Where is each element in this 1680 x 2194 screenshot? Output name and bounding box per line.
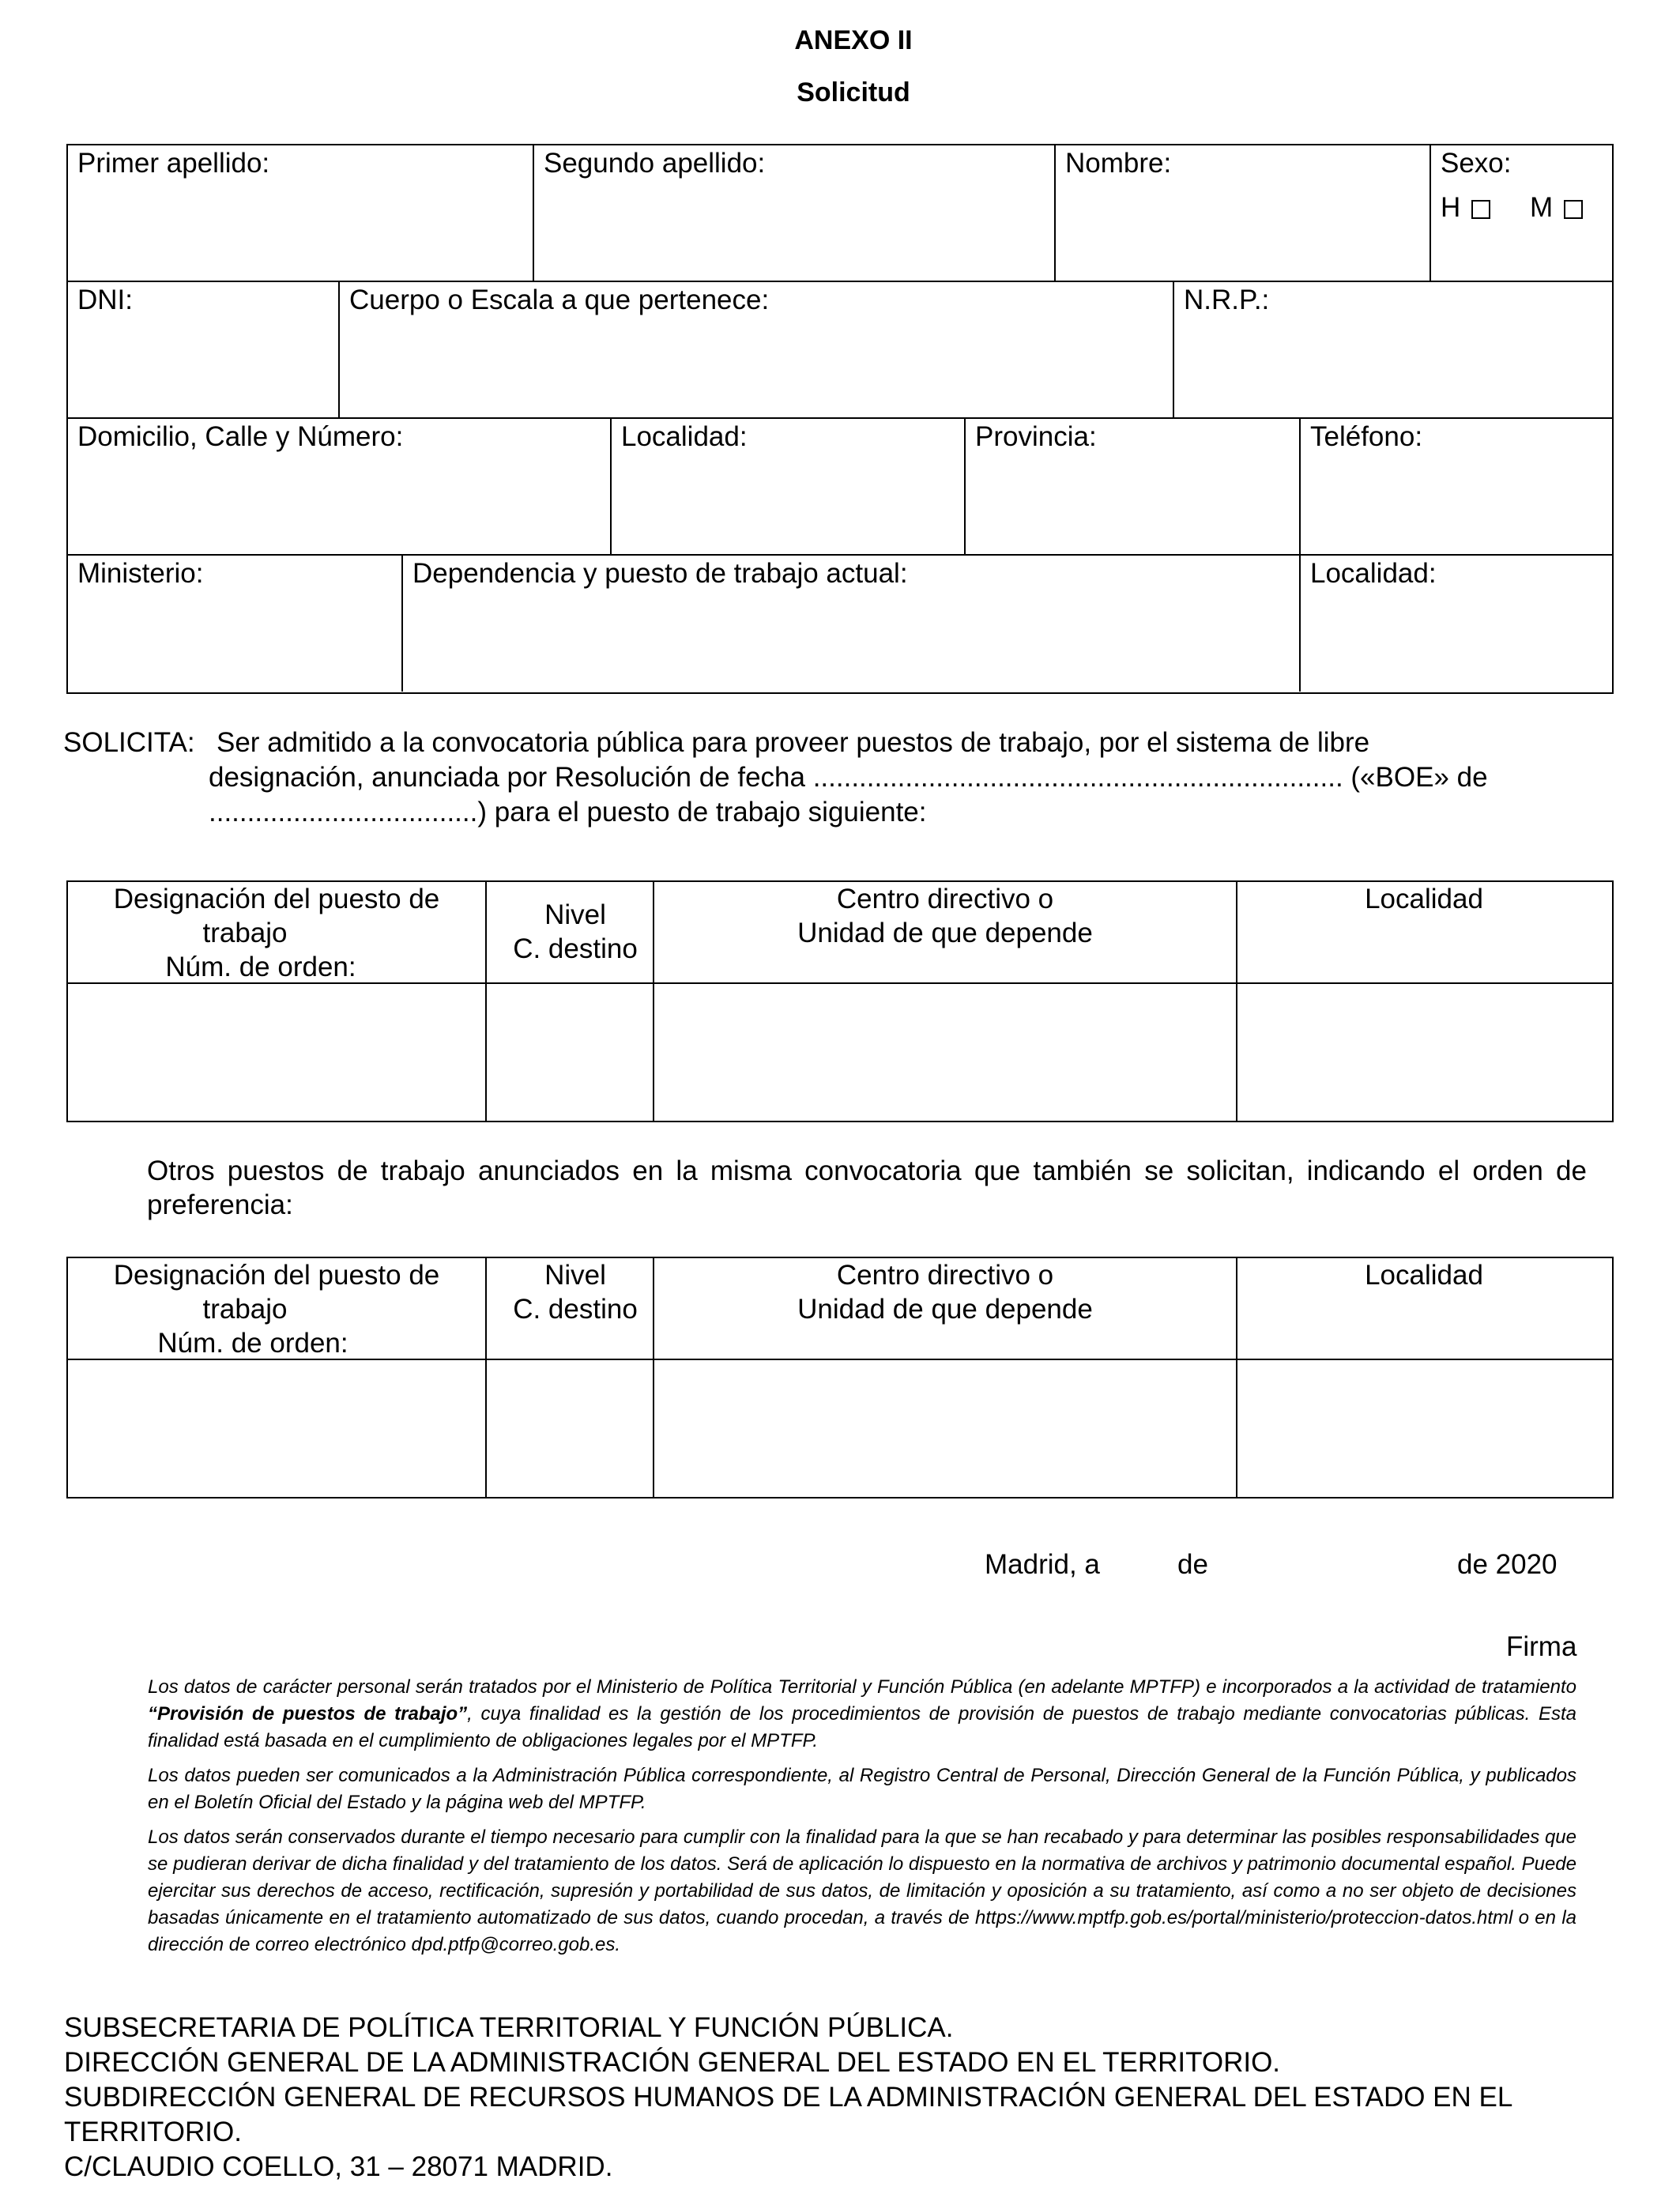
madrid-a-label: Madrid, a [985, 1549, 1100, 1580]
header-localidad: Localidad [1365, 1260, 1483, 1291]
localidad-actual-field[interactable]: Localidad: [1310, 558, 1437, 589]
header-centro-directivo [654, 1258, 1236, 1326]
telefono-field[interactable]: Teléfono: [1310, 421, 1423, 452]
input-centro-2[interactable] [654, 1360, 1236, 1495]
de-2020-label: de 2020 [1457, 1549, 1558, 1580]
dni-field[interactable]: DNI: [77, 285, 133, 315]
sexo-h-label: H [1441, 192, 1461, 223]
header-centro-line: Centro directivo o [836, 1260, 1054, 1291]
dependencia-field[interactable]: Dependencia y puesto de trabajo actual: [412, 558, 908, 589]
header-designacion-line: trabajo [202, 1294, 288, 1325]
header-nivel-line: C. destino [513, 933, 638, 964]
de-label: de [1177, 1549, 1208, 1580]
form-col-divider [1054, 144, 1056, 281]
nombre-field[interactable]: Nombre: [1065, 148, 1172, 179]
footer-address [64, 2011, 1644, 2185]
legal-paragraph-1 [148, 1674, 1576, 1755]
header-designacion-line: Núm. de orden: [165, 952, 356, 982]
header-designacion-line: Núm. de orden: [157, 1328, 348, 1359]
header-nivel [498, 1258, 653, 1326]
footer-line: C/CLAUDIO COELLO, 31 – 28071 MADRID. [64, 2151, 613, 2182]
form-col-divider [1430, 144, 1431, 281]
header-centro-line: Unidad de que depende [797, 1294, 1093, 1325]
solicita-line-3: ...................................) para el puesto de trabajo siguiente: [209, 797, 927, 827]
form-row-divider [66, 417, 1612, 419]
legal-bold-text: “Provisión de puestos de trabajo” [148, 1703, 468, 1725]
form-col-divider [533, 144, 534, 281]
form-col-divider [1173, 281, 1174, 418]
form-col-divider [964, 417, 966, 555]
footer-line: SUBDIRECCIÓN GENERAL DE RECURSOS HUMANOS DE LA ADMINISTRACIÓN GENERAL DEL ESTADO EN EL TERRITORIO. [64, 2082, 1512, 2147]
legal-paragraph-2: Los datos pueden ser comunicados a la Administración Pública correspondiente, al Registro Central de Personal, Dirección General de la Función Pública, y publicados en el Boletín Oficial del Estado y la página web del MPTFP. [148, 1765, 1576, 1813]
sexo-options [1441, 191, 1583, 224]
form-row-divider [66, 281, 1612, 282]
document-subtitle: Solicitud [797, 77, 910, 107]
input-designacion-1[interactable] [68, 984, 485, 1118]
otros-puestos-text: Otros puestos de trabajo anunciados en la misma convocatoria que también se solicitan, indicando el orden de preferencia: [147, 1155, 1587, 1220]
solicita-label: SOLICITA: [63, 727, 195, 758]
header-designacion-line: Designación del puesto de [113, 884, 440, 914]
sexo-m-checkbox[interactable] [1564, 200, 1583, 219]
form-col-divider [1299, 417, 1301, 555]
input-designacion-2[interactable] [68, 1360, 485, 1495]
header-centro-line: Unidad de que depende [797, 918, 1093, 948]
input-nivel-1[interactable] [487, 984, 653, 1118]
input-nivel-2[interactable] [487, 1360, 653, 1495]
form-col-divider [401, 554, 403, 692]
personal-data-form [66, 144, 1614, 694]
solicita-line-1: Ser admitido a la convocatoria pública para proveer puestos de trabajo, por el sistema de libre [217, 727, 1370, 758]
footer-line: DIRECCIÓN GENERAL DE LA ADMINISTRACIÓN GENERAL DEL ESTADO EN EL TERRITORIO. [64, 2047, 1281, 2078]
form-col-divider [1299, 554, 1301, 692]
primer-apellido-field[interactable]: Primer apellido: [77, 148, 270, 179]
provincia-field[interactable]: Provincia: [975, 421, 1097, 452]
header-designacion [68, 1258, 485, 1360]
header-localidad: Localidad [1365, 884, 1483, 914]
input-localidad-1[interactable] [1237, 984, 1610, 1118]
header-nivel-line: C. destino [513, 1294, 638, 1325]
header-nivel [498, 898, 653, 966]
legal-text: , cuya finalidad es la gestión de los procedimientos de provisión de puestos de trabajo mediante convocatorias públicas. Esta finalidad está basada en el cumplimiento de obligaciones legales por el MPTFP. [148, 1703, 1577, 1751]
header-centro-line: Centro directivo o [836, 884, 1054, 914]
sexo-h-checkbox[interactable] [1471, 200, 1490, 219]
cuerpo-escala-field[interactable]: Cuerpo o Escala a que pertenece: [349, 285, 770, 315]
localidad-field[interactable]: Localidad: [621, 421, 748, 452]
header-nivel-line: Nivel [544, 1260, 606, 1291]
header-nivel-line: Nivel [544, 899, 606, 930]
form-col-divider [338, 281, 340, 418]
input-centro-1[interactable] [654, 984, 1236, 1118]
footer-line: SUBSECRETARIA DE POLÍTICA TERRITORIAL Y FUNCIÓN PÚBLICA. [64, 2012, 954, 2043]
input-localidad-2[interactable] [1237, 1360, 1610, 1495]
header-centro-directivo [654, 882, 1236, 950]
sexo-m-label: M [1530, 192, 1554, 223]
legal-paragraph-3: Los datos serán conservados durante el tiempo necesario para cumplir con la finalidad para la que se han recabado y para determinar las posibles responsabilidades que se pudieran derivar de dicha finalidad y del tratamiento de los datos. Será de aplicación lo dispuesto en la normativa de archivos y patrimonio documental español. Puede ejercitar sus derechos de acceso, rectificación, supresión y portabilidad de sus datos, de limitación y oposición a su tratamiento, así como a no ser objeto de decisiones basadas únicamente en el tratamiento automatizado de sus datos, cuando procedan, a través de https://www.mptfp.gob.es/portal/ministerio/proteccion-datos.html o en la dirección de correo electrónico dpd.ptfp@correo.gob.es. [148, 1826, 1576, 1955]
form-col-divider [610, 417, 612, 555]
segundo-apellido-field[interactable]: Segundo apellido: [544, 148, 766, 179]
domicilio-field[interactable]: Domicilio, Calle y Número: [77, 421, 404, 452]
header-designacion [68, 882, 485, 984]
form-row-divider [66, 554, 1612, 556]
document-title: ANEXO II [794, 25, 913, 55]
firma-label: Firma [1506, 1631, 1577, 1662]
nrp-field[interactable]: N.R.P.: [1184, 285, 1270, 315]
solicita-line-2: designación, anunciada por Resolución de fecha ..................................................................... («BOE» de [209, 762, 1488, 793]
sexo-label: Sexo: [1441, 148, 1512, 179]
header-designacion-line: trabajo [202, 918, 288, 948]
header-designacion-line: Designación del puesto de [113, 1260, 440, 1291]
ministerio-field[interactable]: Ministerio: [77, 558, 204, 589]
legal-text: Los datos de carácter personal serán tratados por el Ministerio de Política Territorial y Función Pública (en adelante MPTFP) e incorporados a la actividad de tratamiento [148, 1676, 1576, 1698]
